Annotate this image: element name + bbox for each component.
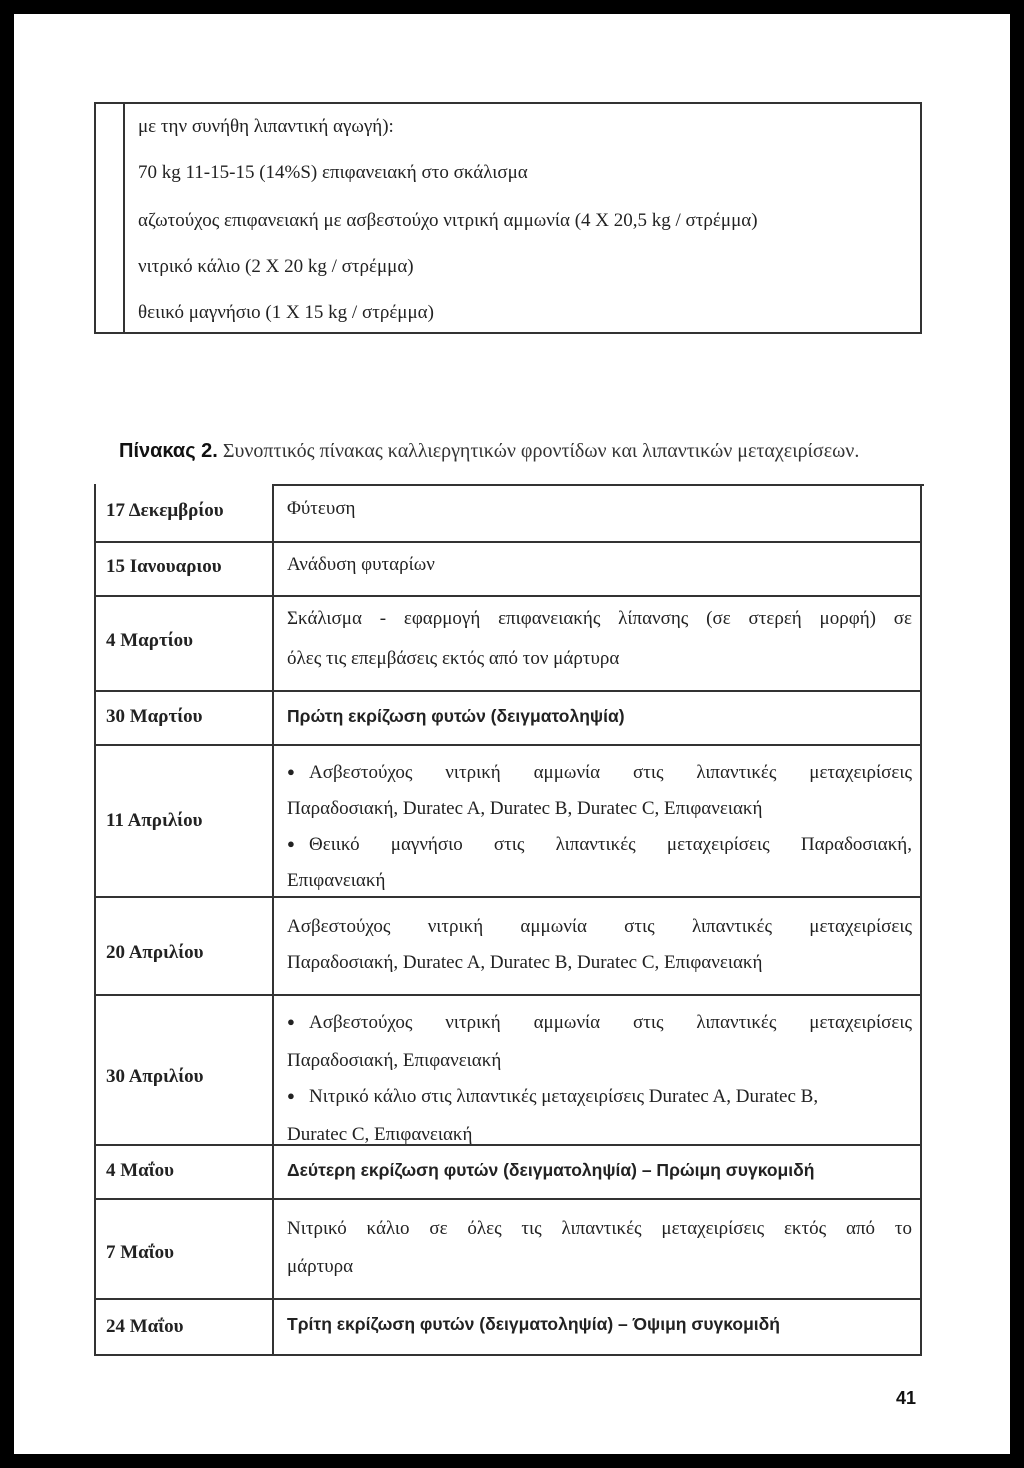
bullet-line — [287, 762, 912, 784]
row-text: Δεύτερη εκρίζωση φυτών (δειγματοληψία) – Πρώιμη συγκομιδή — [287, 1160, 815, 1180]
page-number: 41 — [895, 1388, 916, 1408]
row-divider — [96, 595, 922, 597]
row-divider — [96, 1298, 922, 1300]
box-inner-border — [123, 102, 125, 334]
row-text: Θειικό μαγνήσιο στις λιπαντικές μεταχειρίσεις Παραδοσιακή, — [309, 834, 912, 855]
row-divider — [96, 1198, 922, 1200]
row-text: όλες τις επεμβάσεις εκτός από τον μάρτυρα — [287, 648, 620, 669]
row-text: Παραδοσιακή, Duratec A, Duratec B, Duratec C, Επιφανειακή — [287, 952, 763, 973]
row-text: Τρίτη εκρίζωση φυτών (δειγματοληψία) – Όψιμη συγκομιδή — [287, 1314, 780, 1334]
row-divider — [96, 994, 922, 996]
row-text: Παραδοσιακή, Duratec A, Duratec B, Duratec C, Επιφανειακή — [287, 798, 763, 819]
row-text: Ασβεστούχος νιτρική αμμωνία στις λιπαντικές μεταχειρίσεις — [287, 916, 912, 937]
row-text: Πρώτη εκρίζωση φυτών (δειγματοληψία) — [287, 706, 625, 726]
row-divider — [96, 896, 922, 898]
row-divider — [96, 690, 922, 692]
row-divider — [96, 744, 922, 746]
row-text: Νιτρικό κάλιο στις λιπαντικές μεταχειρίσεις Duratec A, Duratec B, — [309, 1086, 819, 1107]
bullet-line — [287, 1012, 912, 1034]
box-line: νιτρικό κάλιο (2 Χ 20 kg / στρέμμα) — [138, 256, 414, 277]
box-line: με την συνήθη λιπαντική αγωγή): — [138, 116, 394, 137]
row-text: Φύτευση — [287, 498, 356, 519]
row-date: 4 Μαρτίου — [106, 630, 193, 651]
row-divider — [96, 1144, 922, 1146]
row-date: 30 Μαρτίου — [106, 706, 203, 727]
row-date: 15 Ιανουαριου — [106, 556, 222, 577]
bullet-line — [287, 834, 912, 856]
row-text: Σκάλισμα - εφαρμογή επιφανειακής λίπανσης (σε στερεή μορφή) σε — [287, 608, 912, 629]
row-date: 30 Απριλίου — [106, 1066, 204, 1087]
row-text: Ασβεστούχος νιτρική αμμωνία στις λιπαντικές μεταχειρίσεις — [309, 762, 912, 783]
column-divider — [272, 484, 274, 1356]
bullet-icon: ● — [287, 836, 295, 851]
row-divider — [96, 541, 922, 543]
row-date: 7 Μαΐου — [106, 1242, 175, 1263]
row-date: 11 Απριλίου — [106, 810, 203, 831]
bullet-line — [287, 1086, 818, 1108]
row-date: 17 Δεκεμβρίου — [106, 500, 224, 521]
row-date: 4 Μαΐου — [106, 1160, 175, 1181]
bullet-icon: ● — [287, 764, 295, 779]
row-text: Παραδοσιακή, Επιφανειακή — [287, 1050, 502, 1071]
row-date: 24 Μαΐου — [106, 1316, 184, 1337]
box-line: θειικό μαγνήσιο (1 Χ 15 kg / στρέμμα) — [138, 302, 434, 323]
row-text: Επιφανειακή — [287, 870, 386, 891]
caption-label: Πίνακας 2. — [119, 440, 218, 462]
row-date: 20 Απριλίου — [106, 942, 204, 963]
table-border — [272, 484, 924, 486]
bullet-icon: ● — [287, 1088, 295, 1103]
row-text: μάρτυρα — [287, 1256, 354, 1277]
box-line: 70 kg 11-15-15 (14%S) επιφανειακή στο σκάλισμα — [138, 162, 528, 183]
row-text: Νιτρικό κάλιο σε όλες τις λιπαντικές μεταχειρίσεις εκτός από το — [287, 1218, 912, 1239]
row-text: Duratec C, Επιφανειακή — [287, 1124, 473, 1145]
bullet-icon: ● — [287, 1014, 295, 1029]
table-caption — [119, 440, 859, 463]
fertilization-box — [94, 102, 922, 334]
row-text: Ασβεστούχος νιτρική αμμωνία στις λιπαντικές μεταχειρίσεις — [309, 1012, 912, 1033]
document-page — [14, 14, 1010, 1454]
box-line: αζωτούχος επιφανειακή με ασβεστούχο νιτρική αμμωνία (4 Χ 20,5 kg / στρέμμα) — [138, 210, 758, 231]
caption-text: Συνοπτικός πίνακας καλλιεργητικών φροντίδων και λιπαντικών μεταχειρίσεων. — [217, 440, 860, 462]
schedule-table — [94, 484, 922, 1356]
row-text: Ανάδυση φυταρίων — [287, 554, 435, 575]
